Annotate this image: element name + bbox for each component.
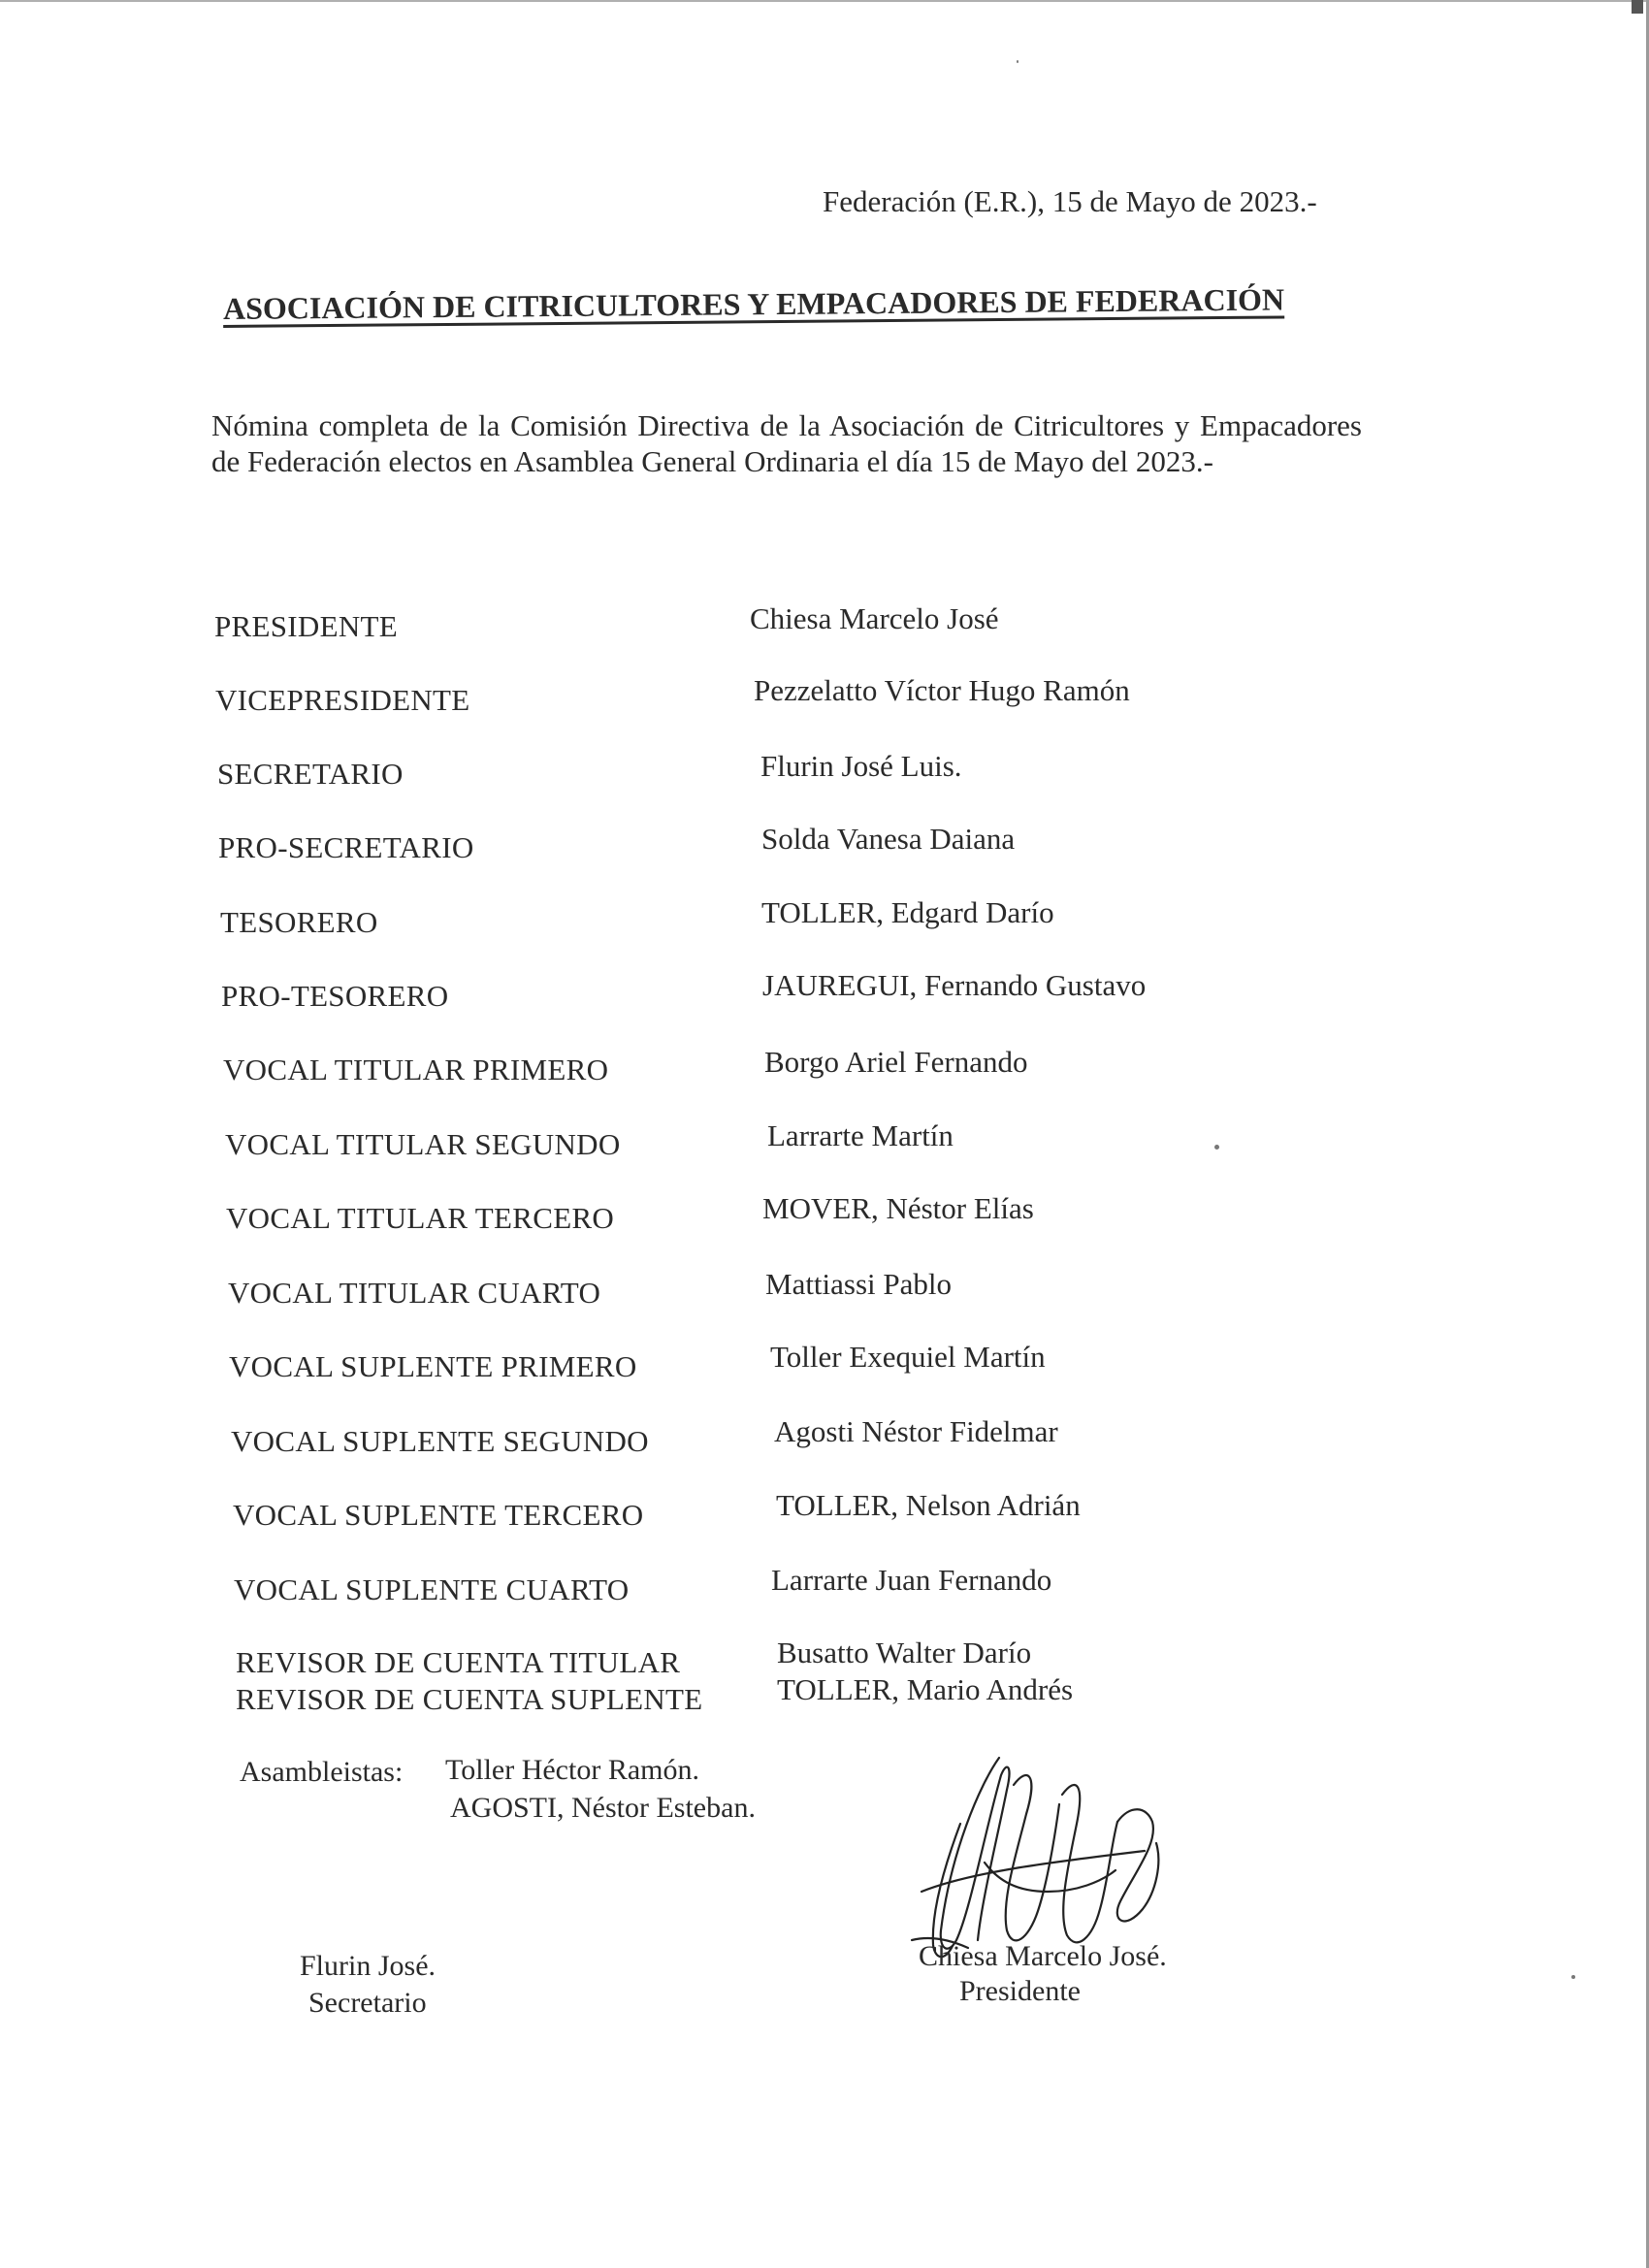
member-pro-secretario: Solda Vanesa Daiana bbox=[761, 822, 1016, 856]
member-revisor-suplente: TOLLER, Mario Andrés bbox=[777, 1672, 1074, 1706]
role-presidente: PRESIDENTE bbox=[214, 609, 398, 643]
role-vocal-titular-segundo: VOCAL TITULAR SEGUNDO bbox=[225, 1127, 621, 1161]
intro-paragraph: Nómina completa de la Comisión Directiva de la Asociación de Citricultores y Empacadores de Federación electos en Asamblea General Ordinaria el día 15 de Mayo del 2023.- bbox=[211, 408, 1362, 478]
member-vocal-titular-primero: Borgo Ariel Fernando bbox=[764, 1045, 1028, 1079]
role-pro-tesorero: PRO-TESORERO bbox=[221, 979, 449, 1013]
date-line: Federación (E.R.), 15 de Mayo de 2023.- bbox=[823, 184, 1317, 218]
scan-speck bbox=[1017, 60, 1018, 63]
role-pro-secretario: PRO-SECRETARIO bbox=[218, 830, 474, 864]
scan-edge-top bbox=[0, 0, 1649, 2]
president-signature-role: Presidente bbox=[959, 1975, 1081, 2007]
role-vocal-titular-cuarto: VOCAL TITULAR CUARTO bbox=[228, 1276, 601, 1310]
member-vocal-titular-segundo: Larrarte Martín bbox=[767, 1118, 954, 1152]
role-revisor-suplente: REVISOR DE CUENTA SUPLENTE bbox=[236, 1682, 703, 1716]
document-title: ASOCIACIÓN DE CITRICULTORES Y EMPACADORES DE FEDERACIÓN bbox=[222, 281, 1285, 326]
secretary-signature-name: Flurin José. bbox=[300, 1950, 436, 1982]
role-vocal-suplente-tercero: VOCAL SUPLENTE TERCERO bbox=[233, 1498, 644, 1532]
scan-corner-mark bbox=[1632, 0, 1643, 14]
member-vocal-suplente-segundo: Agosti Néstor Fidelmar bbox=[774, 1414, 1058, 1448]
assembly-member: Toller Héctor Ramón. bbox=[445, 1754, 699, 1786]
member-pro-tesorero: JAUREGUI, Fernando Gustavo bbox=[762, 968, 1147, 1002]
secretary-signature-role: Secretario bbox=[308, 1987, 427, 2019]
handwritten-signature bbox=[892, 1746, 1174, 1969]
role-vocal-titular-primero: VOCAL TITULAR PRIMERO bbox=[223, 1053, 609, 1086]
member-vocal-suplente-cuarto: Larrarte Juan Fernando bbox=[771, 1563, 1052, 1597]
member-tesorero: TOLLER, Edgard Darío bbox=[761, 895, 1054, 929]
role-vocal-suplente-cuarto: VOCAL SUPLENTE CUARTO bbox=[234, 1572, 630, 1606]
member-revisor-titular: Busatto Walter Darío bbox=[777, 1636, 1032, 1669]
scan-speck bbox=[1214, 1145, 1219, 1150]
member-vocal-suplente-tercero: TOLLER, Nelson Adrián bbox=[776, 1488, 1081, 1522]
member-vocal-titular-tercero: MOVER, Néstor Elías bbox=[762, 1191, 1034, 1225]
assembly-label: Asambleistas: bbox=[240, 1756, 404, 1788]
role-vocal-titular-tercero: VOCAL TITULAR TERCERO bbox=[226, 1201, 615, 1235]
scan-speck bbox=[1571, 1975, 1575, 1979]
member-secretario: Flurin José Luis. bbox=[760, 749, 962, 783]
president-signature-name: Chiesa Marcelo José. bbox=[919, 1940, 1167, 1972]
role-secretario: SECRETARIO bbox=[217, 757, 404, 791]
member-vicepresidente: Pezzelatto Víctor Hugo Ramón bbox=[754, 673, 1130, 707]
assembly-member: AGOSTI, Néstor Esteban. bbox=[450, 1792, 756, 1824]
role-vicepresidente: VICEPRESIDENTE bbox=[215, 683, 470, 717]
role-vocal-suplente-primero: VOCAL SUPLENTE PRIMERO bbox=[229, 1349, 637, 1383]
member-vocal-suplente-primero: Toller Exequiel Martín bbox=[770, 1340, 1046, 1374]
role-revisor-titular: REVISOR DE CUENTA TITULAR bbox=[236, 1645, 681, 1679]
role-tesorero: TESORERO bbox=[220, 905, 378, 939]
role-vocal-suplente-segundo: VOCAL SUPLENTE SEGUNDO bbox=[231, 1424, 649, 1458]
member-presidente: Chiesa Marcelo José bbox=[750, 601, 999, 635]
member-vocal-titular-cuarto: Mattiassi Pablo bbox=[765, 1267, 953, 1301]
